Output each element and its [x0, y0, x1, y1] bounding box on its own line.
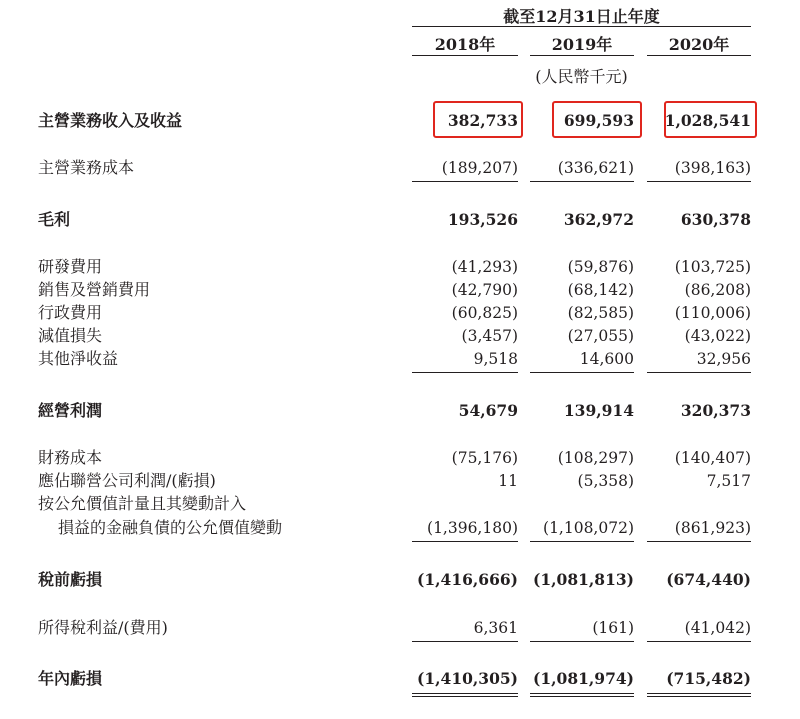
value-rd-2020: (103,725) [674, 258, 751, 276]
value-sales-2020: (86,208) [684, 281, 751, 299]
period-header: 截至12月31日止年度 [503, 7, 660, 26]
value-rd-2018: (41,293) [451, 258, 518, 276]
row-label-gross-profit: 毛利 [38, 210, 71, 229]
row-label-other-gains: 其他淨收益 [38, 349, 119, 368]
value-revenue-2020: 1,028,541 [664, 111, 751, 130]
year-header-2018: 2018年 [434, 35, 496, 54]
value-finance-costs-2018: (75,176) [451, 449, 518, 467]
value-revenue-2018: 382,733 [447, 111, 518, 130]
subtotal-rule [530, 641, 634, 642]
row-label-rd: 研發費用 [38, 257, 103, 276]
row-label-fair-value-line2: 損益的金融負債的公允價值變動 [58, 518, 283, 537]
row-label-revenue: 主營業務收入及收益 [38, 111, 183, 130]
value-other-gains-2019: 14,600 [579, 350, 634, 368]
subtotal-rule [412, 541, 518, 542]
value-cost-2020: (398,163) [674, 159, 751, 177]
value-finance-costs-2019: (108,297) [557, 449, 634, 467]
value-income-tax-2018: 6,361 [473, 619, 518, 637]
total-double-rule [412, 693, 518, 694]
highlight-box-2020 [664, 101, 757, 138]
value-associates-2019: (5,358) [577, 472, 634, 490]
row-label-associates: 應佔聯營公司利潤/(虧損) [38, 471, 216, 490]
subtotal-rule [412, 372, 518, 373]
value-loss-for-year-2018: (1,410,305) [417, 669, 518, 688]
value-rd-2019: (59,876) [567, 258, 634, 276]
value-loss-for-year-2019: (1,081,974) [533, 669, 634, 688]
value-cost-2019: (336,621) [557, 159, 634, 177]
year-header-2020: 2020年 [668, 35, 730, 54]
value-gross-profit-2018: 193,526 [447, 210, 518, 229]
value-admin-2019: (82,585) [567, 304, 634, 322]
row-label-income-tax: 所得稅利益/(費用) [38, 618, 168, 637]
value-impairment-2019: (27,055) [567, 327, 634, 345]
total-double-rule [530, 696, 634, 697]
subtotal-rule [647, 372, 751, 373]
value-operating-profit-2019: 139,914 [563, 401, 634, 420]
value-loss-before-tax-2019: (1,081,813) [533, 570, 634, 589]
row-label-fair-value-line1: 按公允價值計量且其變動計入 [38, 494, 247, 513]
subtotal-rule [530, 181, 634, 182]
value-associates-2020: 7,517 [706, 472, 751, 490]
year-rule-2018 [412, 55, 518, 56]
value-impairment-2018: (3,457) [461, 327, 518, 345]
value-cost-2018: (189,207) [441, 159, 518, 177]
subtotal-rule [647, 181, 751, 182]
value-finance-costs-2020: (140,407) [674, 449, 751, 467]
value-gross-profit-2020: 630,378 [680, 210, 751, 229]
row-label-loss-for-year: 年內虧損 [38, 669, 103, 688]
value-gross-profit-2019: 362,972 [563, 210, 634, 229]
total-double-rule [530, 693, 634, 694]
value-other-gains-2018: 9,518 [473, 350, 518, 368]
row-label-cost: 主營業務成本 [38, 158, 135, 177]
subtotal-rule [412, 641, 518, 642]
value-fair-value-2018: (1,396,180) [427, 519, 518, 537]
total-double-rule [647, 693, 751, 694]
row-label-admin: 行政費用 [38, 303, 103, 322]
highlight-box-2019 [552, 101, 642, 138]
subtotal-rule [530, 372, 634, 373]
year-header-2019: 2019年 [551, 35, 613, 54]
row-label-loss-before-tax: 稅前虧損 [38, 570, 103, 589]
value-sales-2019: (68,142) [567, 281, 634, 299]
total-double-rule [412, 696, 518, 697]
row-label-finance-costs: 財務成本 [38, 448, 103, 467]
value-sales-2018: (42,790) [451, 281, 518, 299]
subtotal-rule [412, 181, 518, 182]
value-admin-2020: (110,006) [674, 304, 751, 322]
value-fair-value-2020: (861,923) [674, 519, 751, 537]
value-operating-profit-2018: 54,679 [458, 401, 518, 420]
row-label-impairment: 減值損失 [38, 326, 103, 345]
value-impairment-2020: (43,022) [684, 327, 751, 345]
value-loss-for-year-2020: (715,482) [666, 669, 751, 688]
header-rule [412, 26, 751, 27]
year-rule-2020 [647, 55, 751, 56]
year-rule-2019 [530, 55, 634, 56]
value-operating-profit-2020: 320,373 [680, 401, 751, 420]
total-double-rule [647, 696, 751, 697]
subtotal-rule [530, 541, 634, 542]
value-admin-2018: (60,825) [451, 304, 518, 322]
value-revenue-2019: 699,593 [563, 111, 634, 130]
row-label-sales: 銷售及營銷費用 [38, 280, 151, 299]
value-income-tax-2020: (41,042) [684, 619, 751, 637]
value-income-tax-2019: (161) [592, 619, 634, 637]
value-fair-value-2019: (1,108,072) [543, 519, 634, 537]
row-label-operating-profit: 經營利潤 [38, 401, 103, 420]
subtotal-rule [647, 641, 751, 642]
value-associates-2018: 11 [498, 472, 518, 490]
highlight-box-2018 [433, 101, 523, 138]
subtotal-rule [647, 541, 751, 542]
value-loss-before-tax-2020: (674,440) [666, 570, 751, 589]
value-other-gains-2020: 32,956 [696, 350, 751, 368]
unit-label: (人民幣千元) [535, 67, 628, 86]
value-loss-before-tax-2018: (1,416,666) [417, 570, 518, 589]
